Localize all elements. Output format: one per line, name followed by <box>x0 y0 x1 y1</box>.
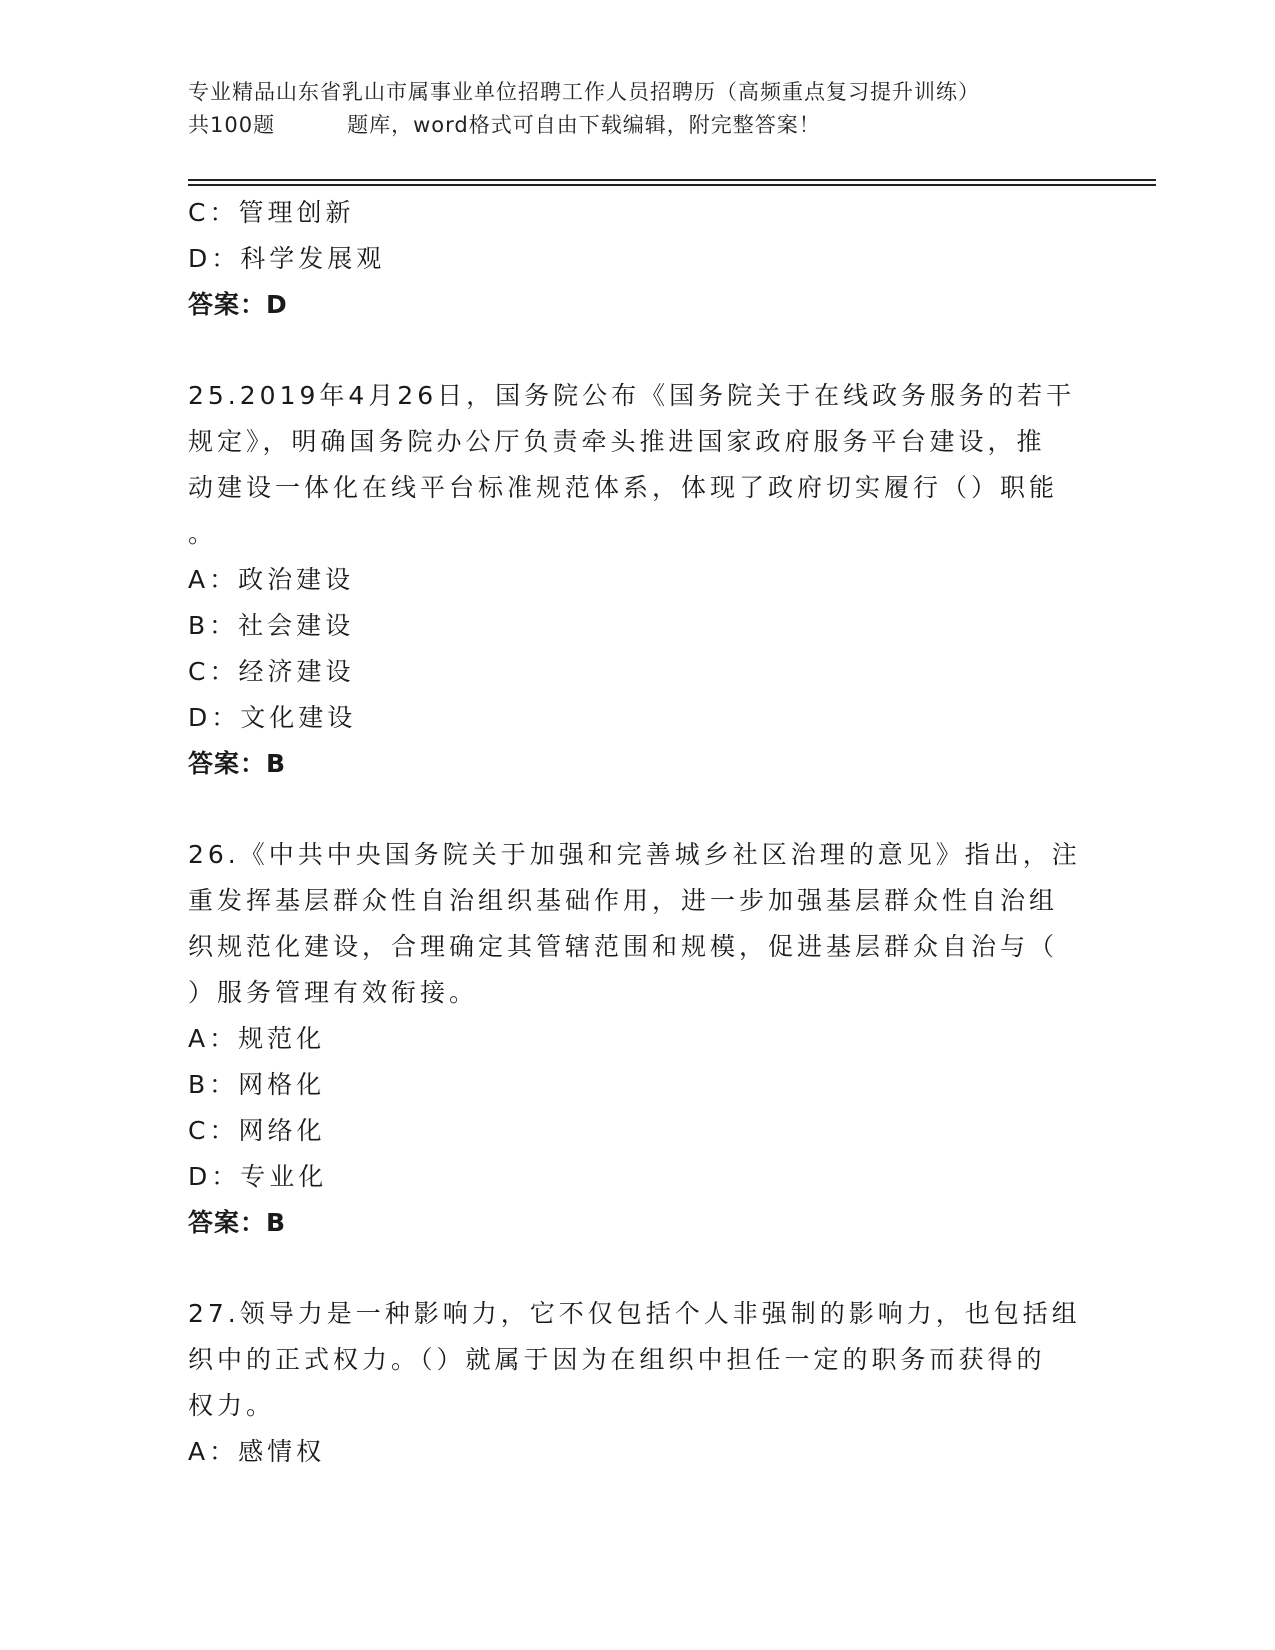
option-d: D：文化建设 <box>188 703 357 732</box>
document-header <box>188 76 1108 142</box>
header-question-count: 共100题 <box>188 113 276 137</box>
option-d: D：专业化 <box>188 1162 328 1191</box>
option-b: B：网格化 <box>188 1070 326 1099</box>
question-27-block <box>188 1291 1088 1475</box>
option-a: A：规范化 <box>188 1024 326 1053</box>
option-d: D：科学发展观 <box>188 244 386 273</box>
header-download-note: 题库，word格式可自由下载编辑，附完整答案！ <box>347 113 821 137</box>
option-a: A：政治建设 <box>188 565 355 594</box>
header-subtitle-line <box>188 109 1108 142</box>
answer-line: 答案：B <box>188 749 287 778</box>
answer-line: 答案：B <box>188 1208 287 1237</box>
question-25-text-line: 规定》，明确国务院办公厅负责牵头推进国家政府服务平台建设，推 <box>188 427 1046 456</box>
question-27-text-line: 权力。 <box>188 1391 276 1420</box>
option-c: C：网络化 <box>188 1116 326 1145</box>
question-25-block <box>188 373 1088 787</box>
question-content <box>188 190 1088 1475</box>
question-25-text-line: 。 <box>188 519 218 548</box>
question-27-text-line: 27.领导力是一种影响力，它不仅包括个人非强制的影响力，也包括组 <box>188 1299 1081 1328</box>
header-title-line: 专业精品山东省乳山市属事业单位招聘工作人员招聘历（高频重点复习提升训练） <box>188 80 980 104</box>
answer-line: 答案：D <box>188 290 288 319</box>
option-c: C：经济建设 <box>188 657 355 686</box>
question-25-text-line: 25.2019年4月26日，国务院公布《国务院关于在线政务服务的若干 <box>188 381 1076 410</box>
question-26-text-line: ）服务管理有效衔接。 <box>188 978 479 1007</box>
option-a: A：感情权 <box>188 1437 326 1466</box>
header-divider-top <box>188 179 1156 181</box>
question-26-text-line: 织规范化建设，合理确定其管辖范围和规模，促进基层群众自治与（ <box>188 932 1059 961</box>
question-27-text-line: 织中的正式权力。（）就属于因为在组织中担任一定的职务而获得的 <box>188 1345 1046 1374</box>
header-divider-bottom <box>188 184 1156 186</box>
question-26-text-line: 重发挥基层群众性自治组织基础作用，进一步加强基层群众性自治组 <box>188 886 1059 915</box>
question-26-block <box>188 832 1088 1246</box>
option-b: B：社会建设 <box>188 611 355 640</box>
question-25-text-line: 动建设一体化在线平台标准规范体系，体现了政府切实履行（）职能 <box>188 473 1059 502</box>
prev-question-block <box>188 190 1088 328</box>
option-c: C：管理创新 <box>188 198 355 227</box>
question-26-text-line: 26.《中共中央国务院关于加强和完善城乡社区治理的意见》指出，注 <box>188 840 1081 869</box>
